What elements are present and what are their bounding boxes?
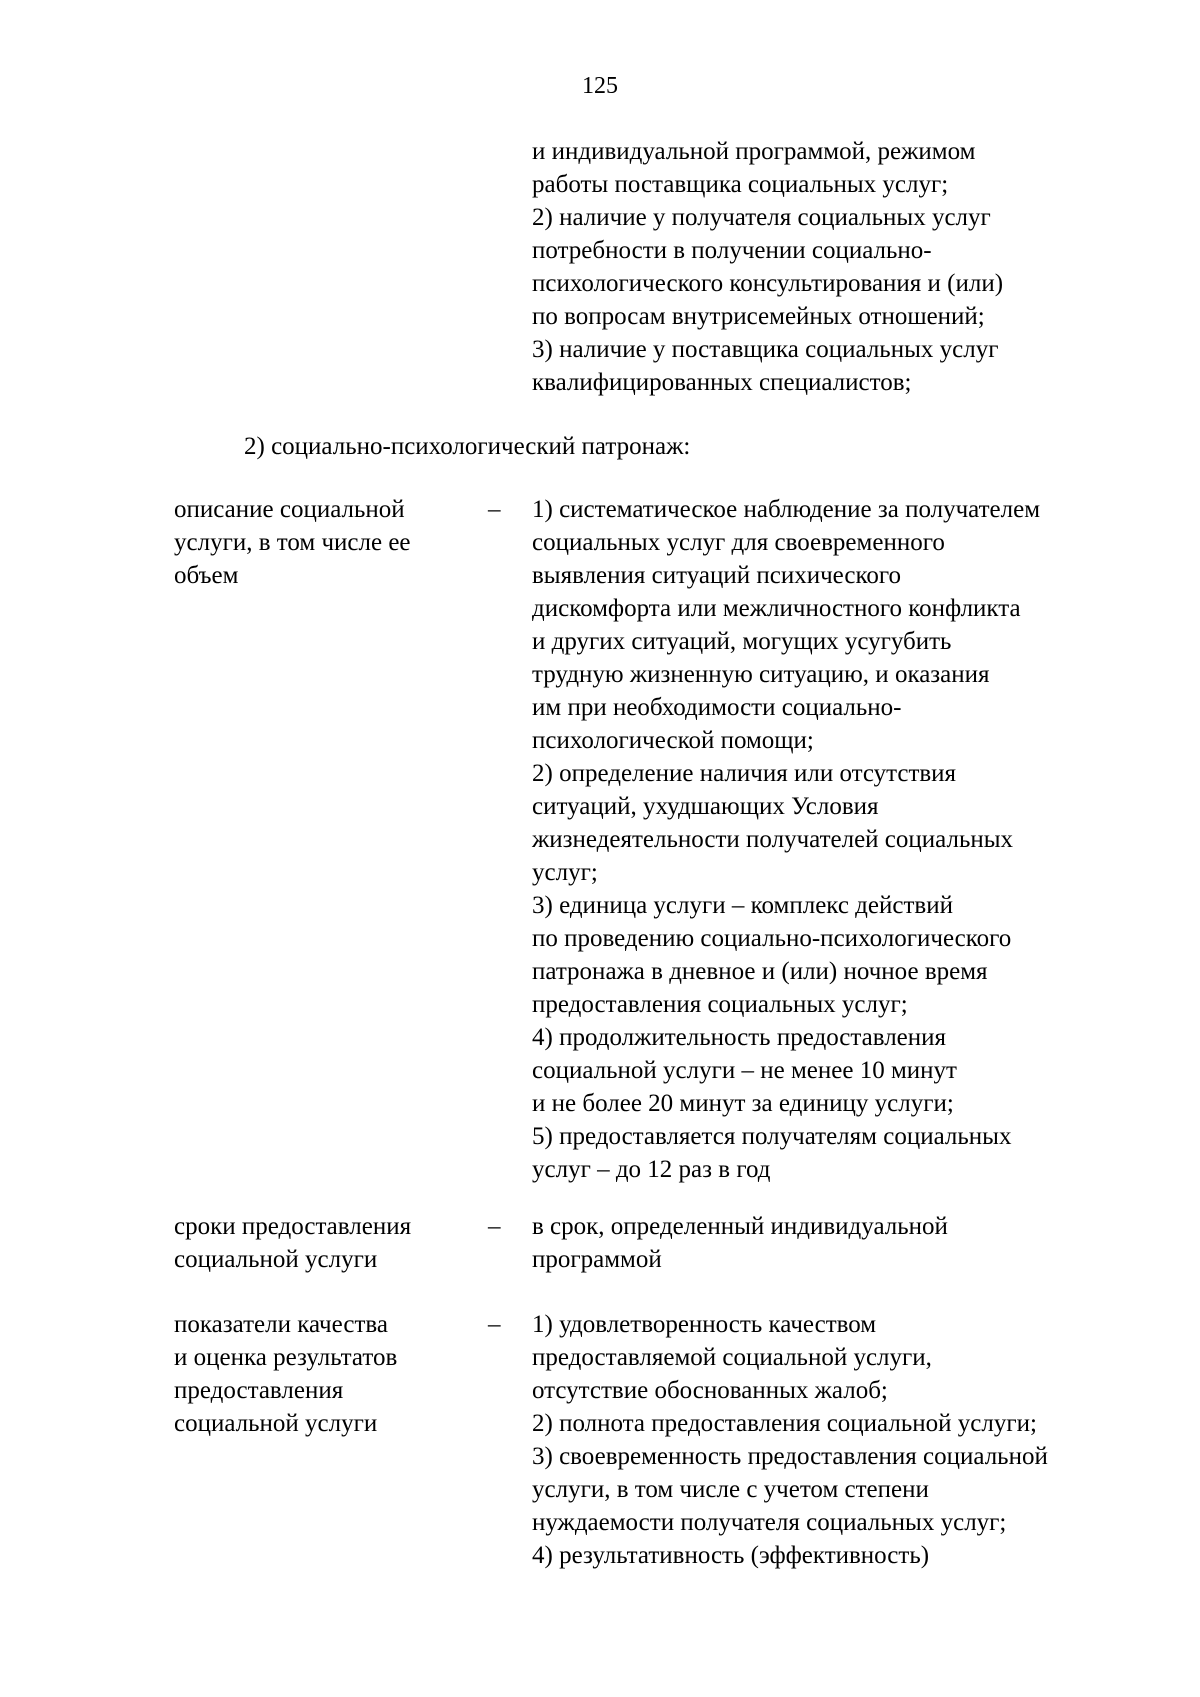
text-line: и индивидуальной программой, режимом bbox=[532, 138, 976, 165]
value-line: жизнедеятельности получателей социальных bbox=[532, 826, 1014, 853]
section-heading: 2) социально-психологический патронаж: bbox=[244, 433, 691, 460]
value-line: трудную жизненную ситуацию, и оказания bbox=[532, 661, 990, 688]
row-value bbox=[532, 1210, 1152, 1276]
label-line: показатели качества bbox=[174, 1311, 388, 1338]
value-line: 1) систематическое наблюдение за получателем bbox=[532, 496, 1041, 523]
value-line: выявления ситуаций психического bbox=[532, 562, 902, 589]
row-dash: – bbox=[488, 496, 501, 523]
value-line: услуги, в том числе с учетом степени bbox=[532, 1476, 929, 1503]
row-label bbox=[174, 1308, 474, 1440]
value-line: 3) своевременность предоставления социальной bbox=[532, 1443, 1048, 1470]
value-line: услуг – до 12 раз в год bbox=[532, 1156, 771, 1183]
value-line: дискомфорта или межличностного конфликта bbox=[532, 595, 1021, 622]
row-dash: – bbox=[488, 1213, 501, 1240]
page-number: 125 bbox=[582, 73, 618, 99]
value-line: программой bbox=[532, 1246, 662, 1273]
row-label bbox=[174, 493, 474, 592]
value-line: предоставления социальных услуг; bbox=[532, 991, 908, 1018]
value-line: нуждаемости получателя социальных услуг; bbox=[532, 1509, 1007, 1536]
value-line: социальной услуги – не менее 10 минут bbox=[532, 1057, 957, 1084]
value-line: по проведению социально-психологического bbox=[532, 925, 1012, 952]
value-line: 2) определение наличия или отсутствия bbox=[532, 760, 957, 787]
value-line: психологической помощи; bbox=[532, 727, 814, 754]
text-line: по вопросам внутрисемейных отношений; bbox=[532, 303, 985, 330]
row-value bbox=[532, 493, 1152, 1186]
continuation-text bbox=[532, 135, 1152, 399]
label-line: и оценка результатов bbox=[174, 1344, 398, 1371]
text-line: психологического консультирования и (или) bbox=[532, 270, 1004, 297]
value-line: патронажа в дневное и (или) ночное время bbox=[532, 958, 988, 985]
value-line: ситуаций, ухудшающих Условия bbox=[532, 793, 879, 820]
text-line: 3) наличие у поставщика социальных услуг bbox=[532, 336, 999, 363]
text-line: работы поставщика социальных услуг; bbox=[532, 171, 949, 198]
row-dash: – bbox=[488, 1311, 501, 1338]
text-line: 2) наличие у получателя социальных услуг bbox=[532, 204, 991, 231]
label-line: социальной услуги bbox=[174, 1246, 378, 1273]
label-line: предоставления bbox=[174, 1377, 344, 1404]
row-value bbox=[532, 1308, 1152, 1572]
label-line: услуги, в том числе ее bbox=[174, 529, 411, 556]
value-line: им при необходимости социально- bbox=[532, 694, 902, 721]
value-line: и не более 20 минут за единицу услуги; bbox=[532, 1090, 954, 1117]
value-line: отсутствие обоснованных жалоб; bbox=[532, 1377, 888, 1404]
value-line: предоставляемой социальной услуги, bbox=[532, 1344, 932, 1371]
label-line: описание социальной bbox=[174, 496, 405, 523]
label-line: сроки предоставления bbox=[174, 1213, 412, 1240]
value-line: социальных услуг для своевременного bbox=[532, 529, 945, 556]
value-line: 2) полнота предоставления социальной услуги; bbox=[532, 1410, 1037, 1437]
text-line: квалифицированных специалистов; bbox=[532, 369, 912, 396]
value-line: 4) продолжительность предоставления bbox=[532, 1024, 947, 1051]
label-line: объем bbox=[174, 562, 239, 589]
label-line: социальной услуги bbox=[174, 1410, 378, 1437]
value-line: услуг; bbox=[532, 859, 598, 886]
value-line: в срок, определенный индивидуальной bbox=[532, 1213, 948, 1240]
value-line: 3) единица услуги – комплекс действий bbox=[532, 892, 953, 919]
value-line: 1) удовлетворенность качеством bbox=[532, 1311, 877, 1338]
value-line: и других ситуаций, могущих усугубить bbox=[532, 628, 952, 655]
value-line: 5) предоставляется получателям социальных bbox=[532, 1123, 1012, 1150]
value-line: 4) результативность (эффективность) bbox=[532, 1542, 930, 1569]
text-line: потребности в получении социально- bbox=[532, 237, 932, 264]
row-label bbox=[174, 1210, 474, 1276]
